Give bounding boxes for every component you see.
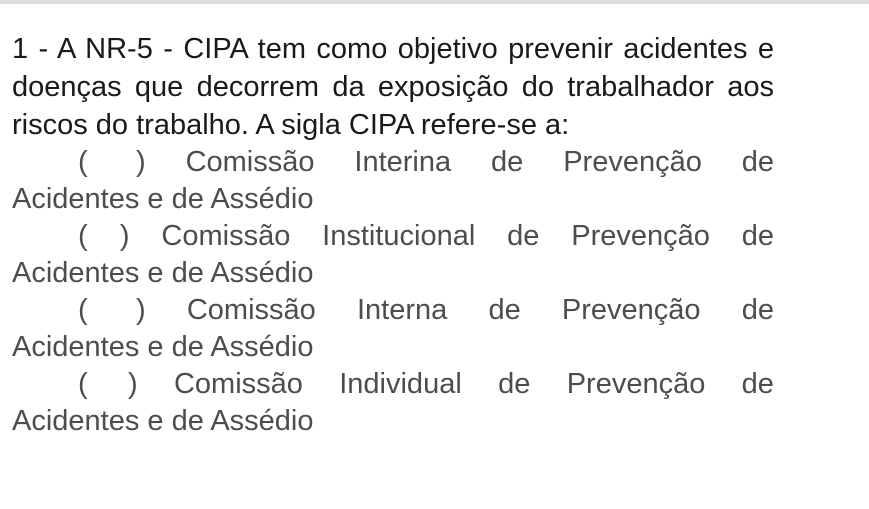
option-first-line	[12, 366, 774, 403]
option-word: Comissão	[161, 220, 291, 252]
option-continuation: Acidentes e de Assédio	[12, 257, 314, 289]
option-continuation: Acidentes e de Assédio	[12, 183, 314, 215]
option-continuation: Acidentes e de Assédio	[12, 405, 314, 437]
option-word: Comissão	[186, 294, 316, 326]
answer-option-2[interactable]	[12, 218, 774, 292]
option-word: Interna	[356, 294, 448, 326]
option-first-line	[12, 292, 774, 329]
option-word: de	[741, 368, 774, 400]
option-word: Institucional	[322, 220, 476, 252]
question-block	[12, 30, 774, 440]
option-word: de	[507, 220, 540, 252]
option-word: Prevenção	[561, 294, 701, 326]
option-word: de	[491, 146, 524, 178]
answer-option-3[interactable]	[12, 292, 774, 366]
option-word: de	[488, 294, 521, 326]
option-checkbox[interactable]: ( )	[78, 220, 130, 252]
option-first-line	[12, 144, 774, 181]
option-checkbox[interactable]: ( )	[78, 294, 146, 326]
option-word: Prevenção	[563, 146, 702, 178]
top-divider	[0, 0, 869, 4]
option-checkbox[interactable]: ( )	[78, 368, 138, 400]
option-word: Comissão	[185, 146, 315, 178]
option-word: Prevenção	[566, 368, 706, 400]
option-word: de	[741, 146, 774, 178]
option-word: Interina	[354, 146, 452, 178]
option-first-line	[12, 218, 774, 255]
option-word: Individual	[339, 368, 462, 400]
option-word: de	[741, 294, 774, 326]
option-word: Prevenção	[571, 220, 710, 252]
option-checkbox[interactable]: ( )	[78, 146, 146, 178]
answer-option-1[interactable]	[12, 144, 774, 218]
answer-option-4[interactable]	[12, 366, 774, 440]
option-word: de	[498, 368, 531, 400]
option-word: de	[741, 220, 774, 252]
option-word: Comissão	[173, 368, 303, 400]
question-text: 1 - A NR-5 - CIPA tem como objetivo prevenir acidentes e doenças que decorrem da exposição do trabalhador aos riscos do trabalho. A sigla CIPA refere-se a:	[12, 33, 774, 141]
option-continuation: Acidentes e de Assédio	[12, 331, 314, 363]
